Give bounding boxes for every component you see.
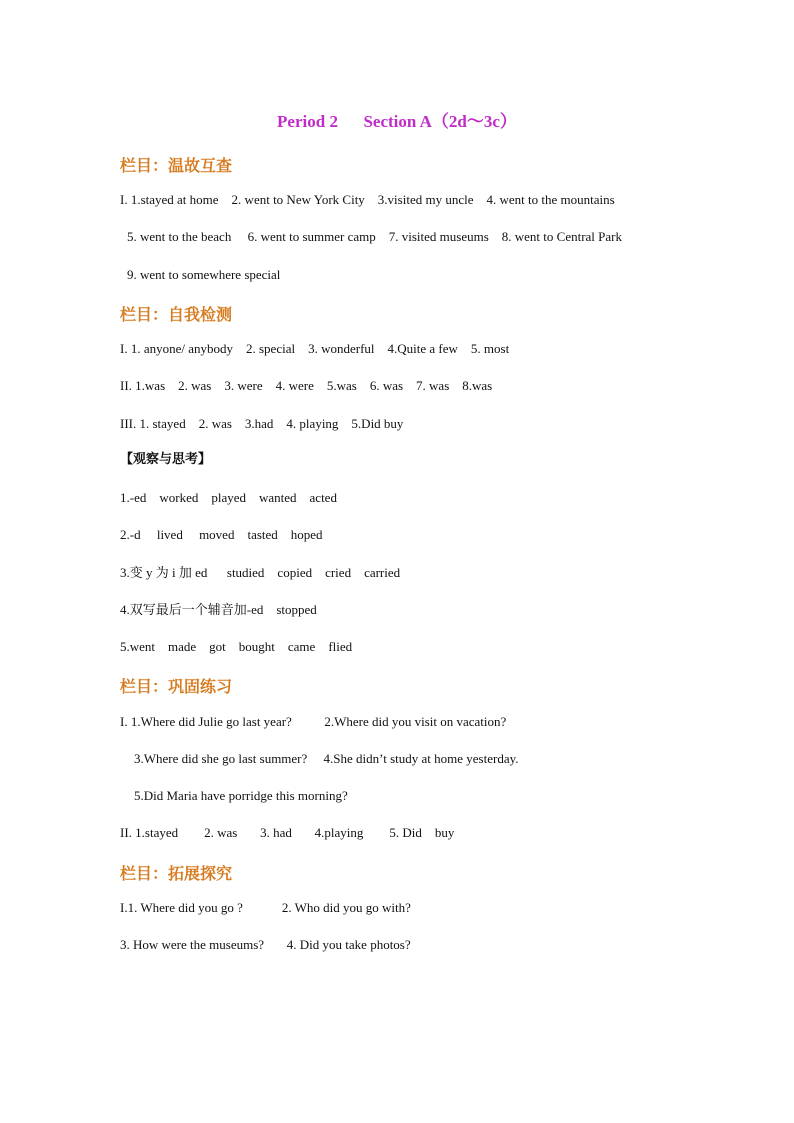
review-line-3: 9. went to somewhere special bbox=[127, 267, 281, 282]
observe-think-label: 【观察与思考】 bbox=[120, 452, 212, 467]
rule-line-1: 1.-ed worked played wanted acted bbox=[120, 490, 337, 505]
section-heading-extension: 栏目：拓展探究 bbox=[120, 864, 233, 883]
section-heading-practice: 栏目：巩固练习 bbox=[120, 677, 233, 696]
self-check-line-3: III. 1. stayed 2. was 3.had 4. playing 5.Did buy bbox=[120, 416, 404, 431]
section-heading-self-check: 栏目：自我检测 bbox=[120, 305, 233, 324]
page-title: Period 2 Section A（2d～3c） bbox=[277, 112, 517, 131]
section-heading-review: 栏目：温故互查 bbox=[120, 156, 233, 175]
practice-line-3: 5.Did Maria have porridge this morning? bbox=[134, 788, 348, 803]
rule-line-5: 5.went made got bought came flied bbox=[120, 639, 353, 654]
rule-line-4: 4.双写最后一个辅音加-ed stopped bbox=[120, 602, 317, 617]
extension-line-2: 3. How were the museums? 4. Did you take photos? bbox=[120, 937, 411, 952]
practice-line-2: 3.Where did she go last summer? 4.She didn’t study at home yesterday. bbox=[134, 751, 519, 766]
self-check-line-1: I. 1. anyone/ anybody 2. special 3. wonderful 4.Quite a few 5. most bbox=[120, 341, 510, 356]
extension-line-1: I.1. Where did you go ? 2. Who did you go with? bbox=[120, 900, 411, 915]
practice-line-4: II. 1.stayed 2. was 3. had 4.playing 5. Did buy bbox=[120, 825, 455, 840]
review-line-2: 5. went to the beach 6. went to summer camp 7. visited museums 8. went to Central Park bbox=[127, 229, 622, 244]
self-check-line-2: II. 1.was 2. was 3. were 4. were 5.was 6. was 7. was 8.was bbox=[120, 378, 493, 393]
practice-line-1: I. 1.Where did Julie go last year? 2.Where did you visit on vacation? bbox=[120, 714, 507, 729]
rule-line-3: 3.变 y 为 i 加 ed studied copied cried carried bbox=[120, 565, 401, 580]
review-line-1: I. 1.stayed at home 2. went to New York City 3.visited my uncle 4. went to the mountains bbox=[120, 192, 615, 207]
rule-line-2: 2.-d lived moved tasted hoped bbox=[120, 527, 323, 542]
